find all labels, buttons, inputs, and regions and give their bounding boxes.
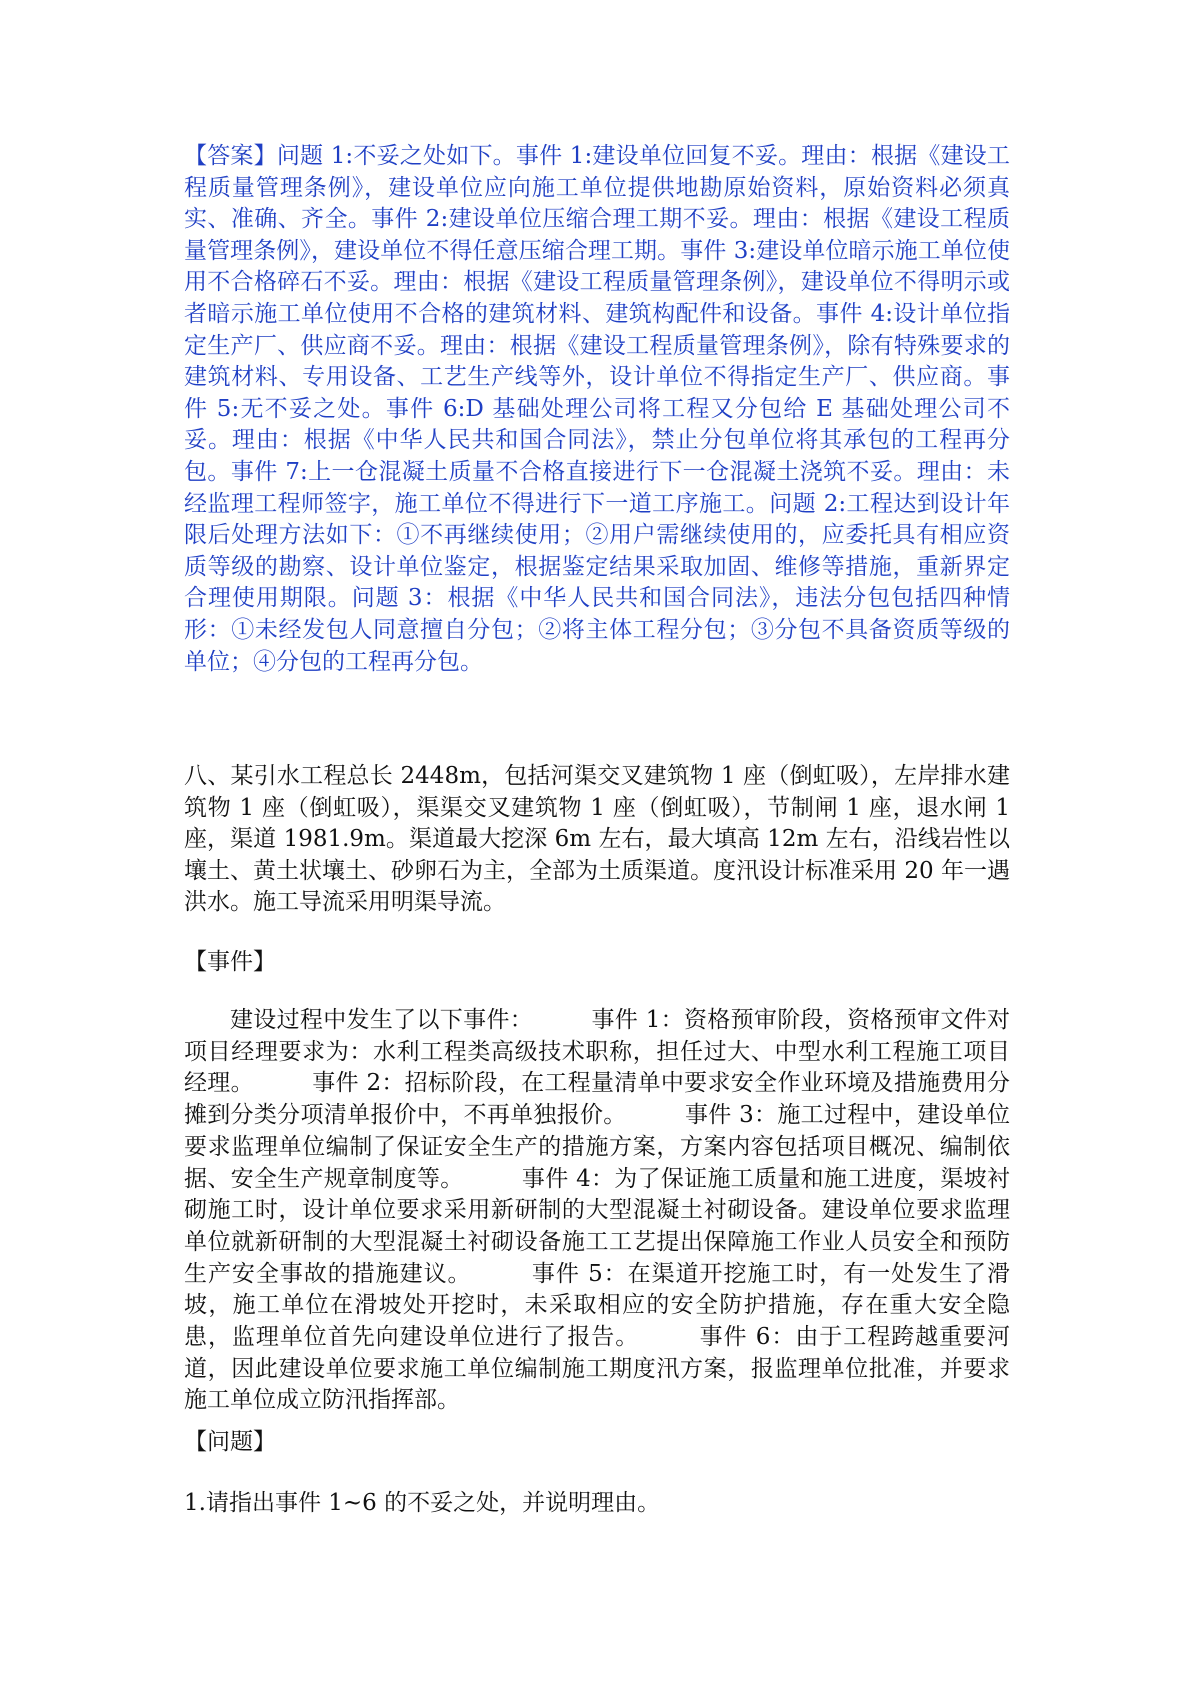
questions-heading: 【问题】	[184, 1429, 276, 1455]
events-heading: 【事件】	[184, 949, 276, 975]
question-1: 1.请指出事件 1~6 的不妥之处，并说明理由。	[184, 1490, 661, 1516]
answer-paragraph: 【答案】问题 1:不妥之处如下。事件 1:建设单位回复不妥。理由：根据《建设工程质量管理条例》，建设单位应向施工单位提供地勘原始资料，原始资料必须真实、准确、齐全。事件 2:建设单位压缩合理工期不妥。理由：根据《建设工程质量管理条例》，建设单位不得任意压缩合理工期。事件 3:建设单位暗示施工单位使用不合格碎石不妥。理由：根据《建设工程质量管理条例》，建设单位不得明示或者暗示施工单位使用不合格的建筑材料、建筑构配件和设备。事件 4:设计单位指定生产厂、供应商不妥。理由：根据《建设工程质量管理条例》，除有特殊要求的建筑材料、专用设备、工艺生产线等外，设计单位不得指定生产厂、供应商。事件 5:无不妥之处。事件 6:D 基础处理公司将工程又分包给 E 基础处理公司不妥。理由：根据《中华人民共和国合同法》，禁止分包单位将其承包的工程再分包。事件 7:上一仓混凝土质量不合格直接进行下一仓混凝土浇筑不妥。理由：未经监理工程师签字，施工单位不得进行下一道工序施工。问题 2:工程达到设计年限后处理方法如下：①不再继续使用；②用户需继续使用的，应委托具有相应资质等级的勘察、设计单位鉴定，根据鉴定结果采取加固、维修等措施，重新界定合理使用期限。问题 3：根据《中华人民共和国合同法》，违法分包包括四种情形：①未经发包人同意擅自分包；②将主体工程分包；③分包不具备资质等级的单位；④分包的工程再分包。	[184, 143, 1010, 675]
events-paragraph: 建设过程中发生了以下事件： 事件 1：资格预审阶段，资格预审文件对项目经理要求为：水利工程类高级技术职称，担任过大、中型水利工程施工项目经理。 事件 2：招标阶段，在工程量清单中要求安全作业环境及措施费用分摊到分类分项清单报价中，不再单独报价。 事件 3：施工过程中，建设单位要求监理单位编制了保证安全生产的措施方案，方案内容包括项目概况、编制依据、安全生产规章制度等。 事件 4：为了保证施工质量和施工进度，渠坡衬砌施工时，设计单位要求采用新研制的大型混凝土衬砌设备。建设单位要求监理单位就新研制的大型混凝土衬砌设备施工工艺提出保障施工作业人员安全和预防生产安全事故的措施建议。 事件 5：在渠道开挖施工时，有一处发生了滑坡，施工单位在滑坡处开挖时，未采取相应的安全防护措施，存在重大安全隐患，监理单位首先向建设单位进行了报告。 事件 6：由于工程跨越重要河道，因此建设单位要求施工单位编制施工期度汛方案，报监理单位批准，并要求施工单位成立防汛指挥部。	[184, 1007, 1010, 1414]
question-8-intro: 八、某引水工程总长 2448m，包括河渠交叉建筑物 1 座（倒虹吸），左岸排水建筑物 1 座（倒虹吸），渠渠交叉建筑物 1 座（倒虹吸），节制闸 1 座，退水闸 1 座，渠道 1981.9m。渠道最大挖深 6m 左右，最大填高 12m 左右，沿线岩性以壤土、黄土状壤土、砂卵石为主，全部为土质渠道。度汛设计标准采用 20 年一遇洪水。施工导流采用明渠导流。	[184, 763, 1010, 916]
